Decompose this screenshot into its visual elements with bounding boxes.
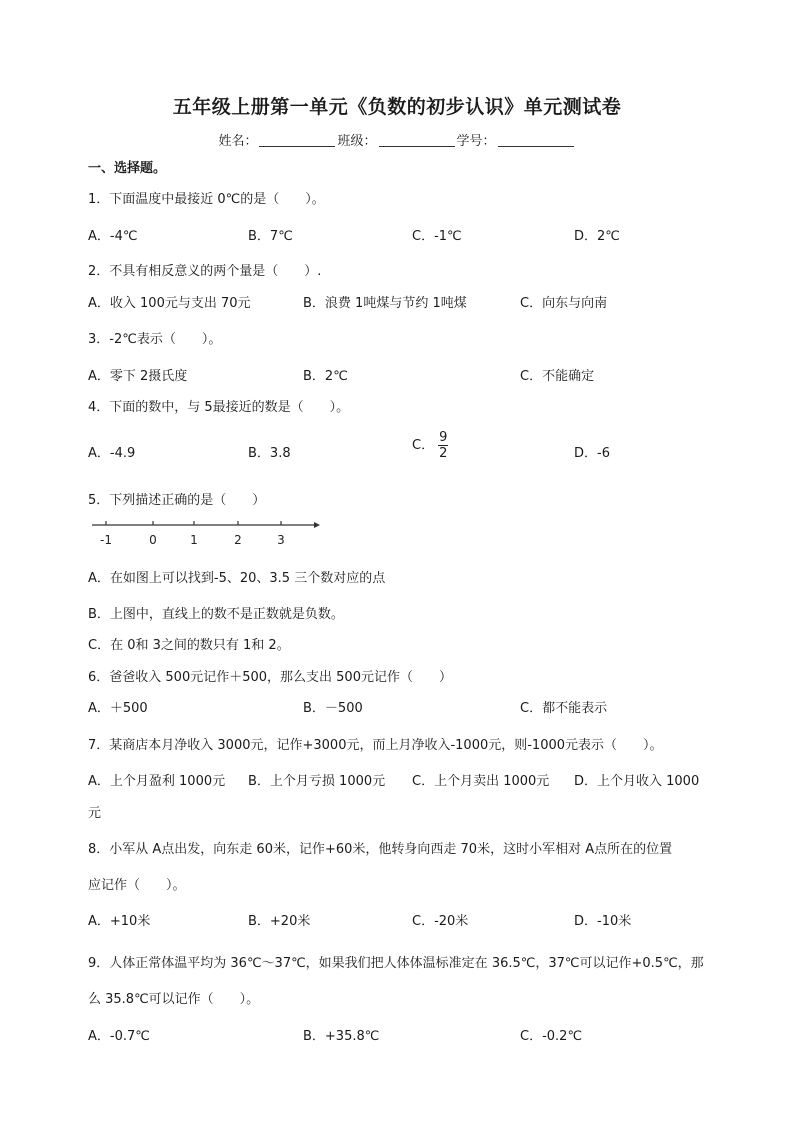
q9-option-b: B．+35.8℃ [303,1029,380,1044]
q6-option-b: B．－500 [303,701,363,716]
number-line [88,514,328,550]
q4-option-c [412,430,448,461]
q7-option-d: D．上个月收入 1000 [574,774,700,789]
number-line-tick-label: 3 [277,533,285,547]
question-6-stem: 6．爸爸收入 500元记作＋500，那么支出 500元记作（ ） [88,670,452,685]
q7-option-c: C．上个月卖出 1000元 [412,774,550,789]
id-label: 学号： [456,134,496,149]
q9-option-c: C．-0.2℃ [520,1029,583,1044]
q4-option-b: B．3.8 [248,446,291,461]
question-3-stem: 3．-2℃表示（ ）。 [88,332,222,347]
q7-option-a: A．上个月盈利 1000元 [88,774,226,789]
q4-option-c-prefix: C． [412,438,435,453]
q3-option-c: C．不能确定 [520,369,595,384]
question-7-stem: 7．某商店本月净收入 3000元，记作+3000元，而上月净收入-1000元，则-1000元表示（ ）。 [88,738,663,753]
number-line-tick-label: 2 [234,533,242,547]
question-4-stem: 4．下面的数中，与 5最接近的数是（ ）。 [88,400,350,415]
q2-option-c: C．向东与向南 [520,296,608,311]
question-1-stem: 1．下面温度中最接近 0℃的是（ ）。 [88,192,325,207]
q4-option-a: A．-4.9 [88,446,136,461]
q4-option-d: D．-6 [574,446,610,461]
q2-option-b: B．浪费 1吨煤与节约 1吨煤 [303,296,467,311]
id-blank[interactable] [498,133,574,147]
q1-option-a: A．-4℃ [88,229,138,244]
q6-option-c: C．都不能表示 [520,701,608,716]
name-blank[interactable] [259,133,335,147]
student-info-line [0,130,794,149]
class-blank[interactable] [379,133,455,147]
q3-option-a: A．零下 2摄氏度 [88,369,188,384]
number-line-tick-label: -1 [100,533,112,547]
question-8-stem: 8．小军从 A点出发，向东走 60米，记作+60米，他转身向西走 70米，这时小军相对 A点所在的位置 [88,842,673,857]
q1-option-d: D．2℃ [574,229,620,244]
class-label: 班级： [337,134,377,149]
q2-option-a: A．收入 100元与支出 70元 [88,296,251,311]
q5-option-b: B．上图中，直线上的数不是正数就是负数。 [88,607,344,622]
question-9-stem-continued: 么 35.8℃可以记作（ ）。 [88,992,260,1007]
q8-option-d: D．-10米 [574,914,632,929]
q6-option-a: A．＋500 [88,701,148,716]
q9-option-a: A．-0.7℃ [88,1029,150,1044]
number-line-tick-label: 0 [149,533,157,547]
name-label: 姓名： [218,134,258,149]
question-5-stem: 5．下列描述正确的是（ ） [88,493,266,508]
fraction-numerator: 9 [439,430,448,445]
q7-option-d-continued: 元 [88,806,102,821]
number-line-arrow [314,522,320,528]
q1-option-c: C．-1℃ [412,229,462,244]
page-title: 五年级上册第一单元《负数的初步认识》单元测试卷 [172,96,622,118]
q7-option-b: B．上个月亏损 1000元 [248,774,386,789]
question-2-stem: 2．不具有相反意义的两个量是（ ）. [88,264,322,279]
q8-option-c: C．-20米 [412,914,469,929]
q8-option-b: B．+20米 [248,914,311,929]
q1-option-b: B．7℃ [248,229,293,244]
q5-option-c: C．在 0和 3之间的数只有 1和 2。 [88,638,290,653]
number-line-tick-label: 1 [190,533,198,547]
section-heading: 一、选择题。 [88,161,167,176]
question-8-stem-continued: 应记作（ ）。 [88,878,186,893]
fraction [438,430,448,461]
question-9-stem: 9．人体正常体温平均为 36℃～37℃，如果我们把人体体温标准定在 36.5℃，37℃可以记作+0.5℃，那 [88,956,704,971]
q3-option-b: B．2℃ [303,369,348,384]
q8-option-a: A．+10米 [88,914,151,929]
fraction-denominator: 2 [439,446,448,461]
q5-option-a: A．在如图上可以找到-5、20、3.5 三个数对应的点 [88,571,386,586]
